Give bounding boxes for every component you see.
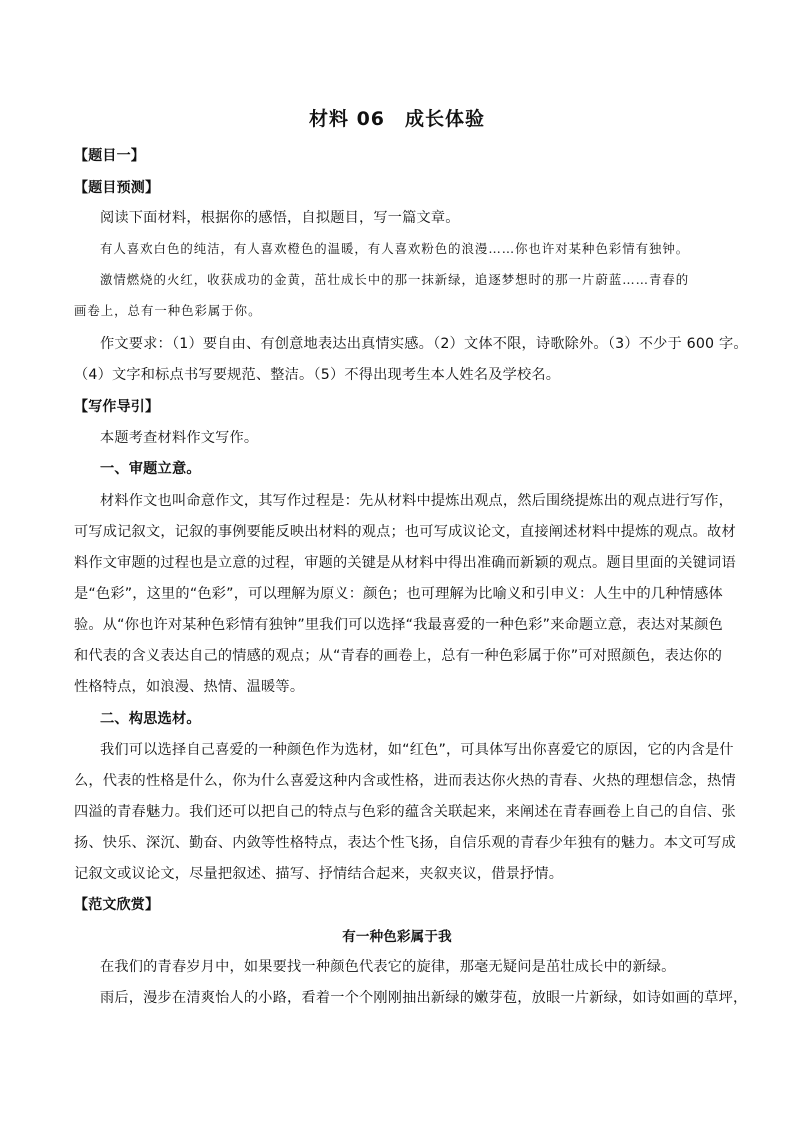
paragraph-line: 是“色彩”，这里的“色彩”，可以理解为原义：颜色；也可理解为比喻义和引申义：人生中的几种情感体 bbox=[74, 586, 723, 602]
essay-line: 在我们的青春岁月中，如果要找一种颜色代表它的旋律，那毫无疑问是茁壮成长中的新绿。 bbox=[100, 959, 676, 975]
requirement-line-1: 作文要求：（1）要自由、有创意地表达出真情实感。（2）文体不限，诗歌除外。（3）不少于 600 字。 bbox=[100, 336, 748, 352]
prompt-intro: 阅读下面材料，根据你的感悟，自拟题目，写一篇文章。 bbox=[100, 210, 460, 226]
material-line-1: 有人喜欢白色的纯洁，有人喜欢橙色的温暖，有人喜欢粉色的浪漫……你也许对某种色彩情有独钟。 bbox=[100, 241, 690, 256]
requirement-line-2: （4）文字和标点书写要规范、整洁。（5）不得出现考生本人姓名及学校名。 bbox=[74, 367, 561, 383]
section-heading-q1: 【题目一】 bbox=[74, 148, 145, 164]
paragraph-line: 料作文审题的过程也是立意的过程，审题的关键是从材料中得出准确而新颖的观点。题目里面的关键词语 bbox=[74, 555, 736, 571]
paragraph-line: 么，代表的性格是什么，你为什么喜爱这种内含或性格，进而表达你火热的青春、火热的理想信念，热情 bbox=[74, 773, 736, 789]
essay-title: 有一种色彩属于我 bbox=[342, 929, 452, 945]
essay-line: 雨后，漫步在清爽怡人的小路，看着一个个刚刚抽出新绿的嫩芽苞，放眼一片新绿，如诗如画的草坪， bbox=[100, 990, 748, 1006]
paragraph-line: 和代表的含义表达自己的情感的观点；从“青春的画卷上，总有一种色彩属于你”可对照颜色，表达你的 bbox=[74, 648, 723, 664]
paragraph-line: 我们可以选择自己喜爱的一种颜色作为选材，如“红色”，可具体写出你喜爱它的原因，它的内含是什 bbox=[100, 742, 734, 758]
subheading-topic: 一、审题立意。 bbox=[100, 461, 201, 477]
paragraph-line: 验。从“你也许对某种色彩情有独钟”里我们可以选择“我最喜爱的一种色彩”来命题立意，表达对某颜色 bbox=[74, 617, 723, 633]
paragraph-line: 记叙文或议论文，尽量把叙述、描写、抒情结合起来，夹叙夹议，借景抒情。 bbox=[74, 866, 564, 882]
paragraph-line: 可写成记叙文，记叙的事例要能反映出材料的观点；也可写成议论文，直接阐述材料中提炼的观点。故材 bbox=[74, 524, 736, 540]
paragraph-line: 材料作文也叫命意作文，其写作过程是：先从材料中提炼出观点，然后围绕提炼出的观点进行写作， bbox=[100, 493, 734, 509]
paragraph-line: 四溢的青春魅力。我们还可以把自己的特点与色彩的蕴含关联起来，来阐述在青春画卷上自己的自信、张 bbox=[74, 804, 736, 820]
section-heading-sample: 【范文欣赏】 bbox=[74, 897, 160, 913]
paragraph-line: 性格特点，如浪漫、热情、温暖等。 bbox=[74, 679, 305, 695]
section-heading-guide: 【写作导引】 bbox=[74, 399, 160, 415]
material-line-2: 激情燃烧的火红，收获成功的金黄，茁壮成长中的那一抹新绿，追逐梦想时的那一片蔚蓝……青春的 bbox=[100, 272, 690, 287]
guide-intro: 本题考查材料作文写作。 bbox=[100, 430, 259, 446]
section-heading-prediction: 【题目预测】 bbox=[74, 180, 160, 196]
material-line-3: 画卷上，总有一种色彩属于你。 bbox=[74, 303, 262, 318]
page-title: 材料 06 成长体验 bbox=[308, 108, 486, 130]
subheading-material: 二、构思选材。 bbox=[100, 711, 201, 727]
paragraph-line: 扬、快乐、深沉、勤奋、内敛等性格特点，表达个性飞扬，自信乐观的青春少年独有的魅力。本文可写成 bbox=[74, 835, 736, 851]
